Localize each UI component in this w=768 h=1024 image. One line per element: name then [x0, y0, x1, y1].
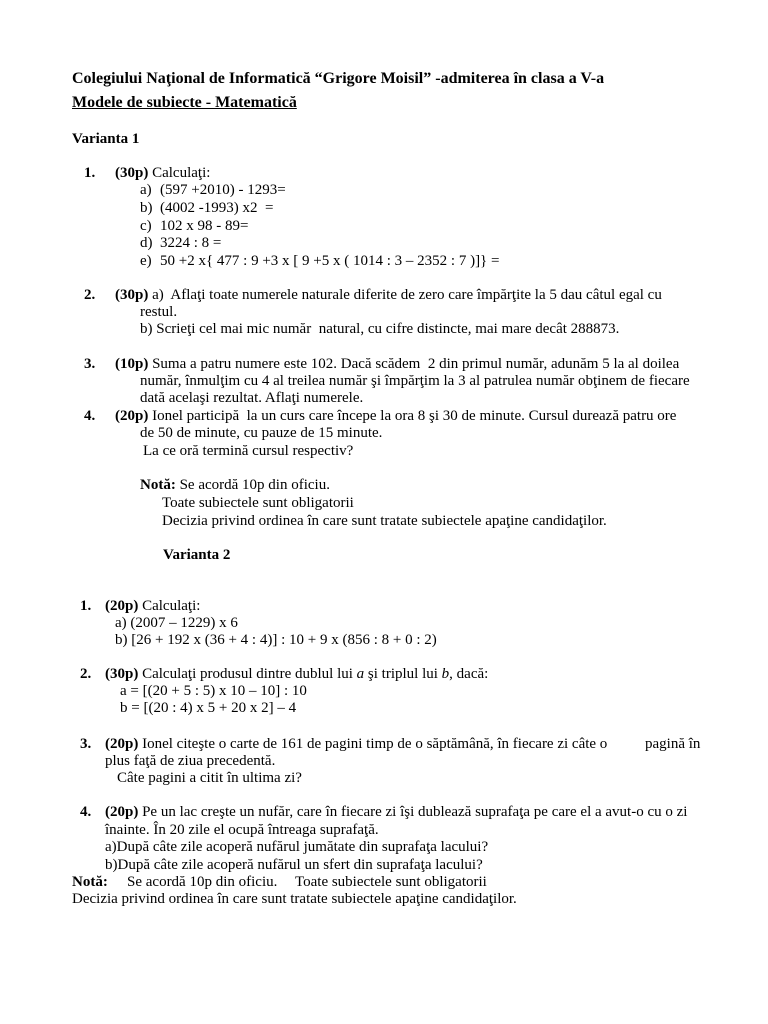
v2-problem-2-number: 2.	[80, 666, 92, 682]
v2-problem-4-line-4: b)După câte zile acoperă nufărul un sfert din suprafaţa lacului?	[105, 857, 483, 873]
v1-problem-2-line-1	[115, 286, 662, 304]
v2-problem-1-number: 1.	[80, 598, 92, 614]
problem-text-pre: Calculaţi produsul dintre dublul lui	[142, 666, 353, 682]
document-subtitle: Modele de subiecte - Matematică	[72, 94, 297, 111]
v1-problem-3-line-1	[115, 355, 679, 373]
v1-p1-item-a-text: (597 +2010) - 1293=	[160, 182, 286, 198]
v2-note-line-1a: Se acordă 10p din oficiu.	[127, 874, 278, 890]
v2-p1-item-a	[115, 614, 238, 632]
v1-note-line-3: Decizia privind ordinea în care sunt tratate subiectele apaţine candidaţilor.	[162, 513, 607, 529]
problem-text: Calculaţi:	[142, 598, 201, 614]
item-text: [26 + 192 x (36 + 4 : 4)] : 10 + 9 x (856 : 8 + 0 : 2)	[131, 632, 437, 648]
v2-problem-3-line-1-end: pagină în	[645, 736, 701, 752]
variable-b: b	[441, 666, 450, 682]
problem-text-post: , dacă:	[449, 666, 489, 682]
problem-points: (20p)	[115, 408, 149, 424]
v1-p1-item-e-text: 50 +2 x{ 477 : 9 +3 x [ 9 +5 x ( 1014 : 3 – 2352 : 7 )]} =	[160, 253, 500, 269]
v1-problem-4-line-2: de 50 de minute, cu pauze de 15 minute.	[140, 425, 383, 441]
v1-p1-item-d-text: 3224 : 8 =	[160, 235, 222, 251]
document-title: Colegiului Naţional de Informatică “Grigore Moisil” -admiterea în clasa a V-a	[72, 70, 605, 87]
problem-points: (30p)	[115, 287, 149, 303]
v1-p1-item-e-label: e)	[140, 253, 152, 269]
v2-problem-3-number: 3.	[80, 736, 92, 752]
v1-problem-2-number: 2.	[84, 287, 96, 303]
v1-p1-item-a-label: a)	[140, 182, 152, 198]
note-label: Notă:	[140, 477, 176, 493]
v1-p1-item-b-text: (4002 -1993) x2 =	[160, 200, 274, 216]
v2-p2-equation-b: b = [(20 : 4) x 5 + 20 x 2] – 4	[120, 700, 297, 716]
v1-problem-3-number: 3.	[84, 356, 96, 372]
problem-text-mid: şi triplul lui	[367, 666, 438, 682]
v2-problem-4-number: 4.	[80, 804, 92, 820]
v2-note-label: Notă:	[72, 874, 108, 890]
variant-2-heading: Varianta 2	[163, 547, 231, 563]
problem-points: (20p)	[105, 804, 139, 820]
item-text: (2007 – 1229) x 6	[130, 615, 238, 631]
problem-text: a) Aflaţi toate numerele naturale diferite de zero care împărţite la 5 dau câtul egal cu	[152, 287, 662, 303]
problem-text: Pe un lac creşte un nufăr, care în fiecare zi îşi dublează suprafaţa pe care el a avut-o cu o zi	[142, 804, 688, 820]
variant-1-heading: Varianta 1	[72, 131, 140, 147]
v2-problem-1-statement	[105, 597, 200, 615]
problem-text: Calculaţi:	[152, 165, 211, 181]
problem-text: Ionel citeşte o carte de 161 de pagini timp de o săptămână, în fiecare zi câte o	[142, 736, 608, 752]
v1-problem-1-number: 1.	[84, 165, 96, 181]
v1-problem-1-statement	[115, 164, 210, 182]
v2-problem-4-line-3: a)După câte zile acoperă nufărul jumătate din suprafaţa lacului?	[105, 839, 489, 855]
v1-problem-4-line-1	[115, 407, 676, 425]
v1-p1-item-c-label: c)	[140, 218, 152, 234]
v2-problem-2-statement	[105, 665, 488, 683]
v1-p1-item-c-text: 102 x 98 - 89=	[160, 218, 249, 234]
v2-problem-4-line-1	[105, 803, 687, 821]
problem-points: (30p)	[115, 165, 149, 181]
v2-note-line-1b: Toate subiectele sunt obligatorii	[295, 874, 487, 890]
note-text: Se acordă 10p din oficiu.	[179, 477, 330, 493]
item-label: b)	[115, 632, 128, 648]
v1-problem-3-line-3: dată acelaşi rezultat. Aflaţi numerele.	[140, 390, 364, 406]
item-label: a)	[115, 615, 127, 631]
v2-p1-item-b	[115, 631, 437, 649]
v1-note-line-2: Toate subiectele sunt obligatorii	[162, 495, 354, 511]
v1-problem-2-line-2: restul.	[140, 304, 178, 320]
v2-problem-3-line-1	[105, 735, 607, 753]
v1-problem-2-line-3: b) Scrieţi cel mai mic număr natural, cu cifre distincte, mai mare decât 288873.	[140, 321, 620, 337]
problem-points: (20p)	[105, 736, 139, 752]
v2-problem-4-line-2: înainte. În 20 zile el ocupă întreaga suprafaţă.	[105, 822, 379, 838]
v1-p1-item-d-label: d)	[140, 235, 153, 251]
variable-a: a	[356, 666, 365, 682]
v2-problem-3-line-3: Câte pagini a citit în ultima zi?	[117, 770, 302, 786]
problem-text: Ionel participă la un curs care începe la ora 8 şi 30 de minute. Cursul durează patru ore	[152, 408, 677, 424]
v1-p1-item-b-label: b)	[140, 200, 153, 216]
v2-p2-equation-a: a = [(20 + 5 : 5) x 10 – 10] : 10	[120, 683, 307, 699]
problem-points: (20p)	[105, 598, 139, 614]
problem-points: (10p)	[115, 356, 149, 372]
v1-problem-4-line-3: La ce oră termină cursul respectiv?	[143, 443, 354, 459]
v1-problem-3-line-2: număr, înmulţim cu 4 al treilea număr şi împărţim la 3 al patrulea număr obţinem de fiecare	[140, 373, 690, 389]
v1-note-line-1	[140, 476, 330, 494]
v1-problem-4-number: 4.	[84, 408, 96, 424]
v2-problem-3-line-2: plus faţă de ziua precedentă.	[105, 753, 276, 769]
problem-points: (30p)	[105, 666, 139, 682]
problem-text: Suma a patru numere este 102. Dacă scădem 2 din primul număr, adunăm 5 la al doilea	[152, 356, 680, 372]
v2-note-line-2: Decizia privind ordinea în care sunt tratate subiectele apaţine candidaţilor.	[72, 891, 517, 907]
